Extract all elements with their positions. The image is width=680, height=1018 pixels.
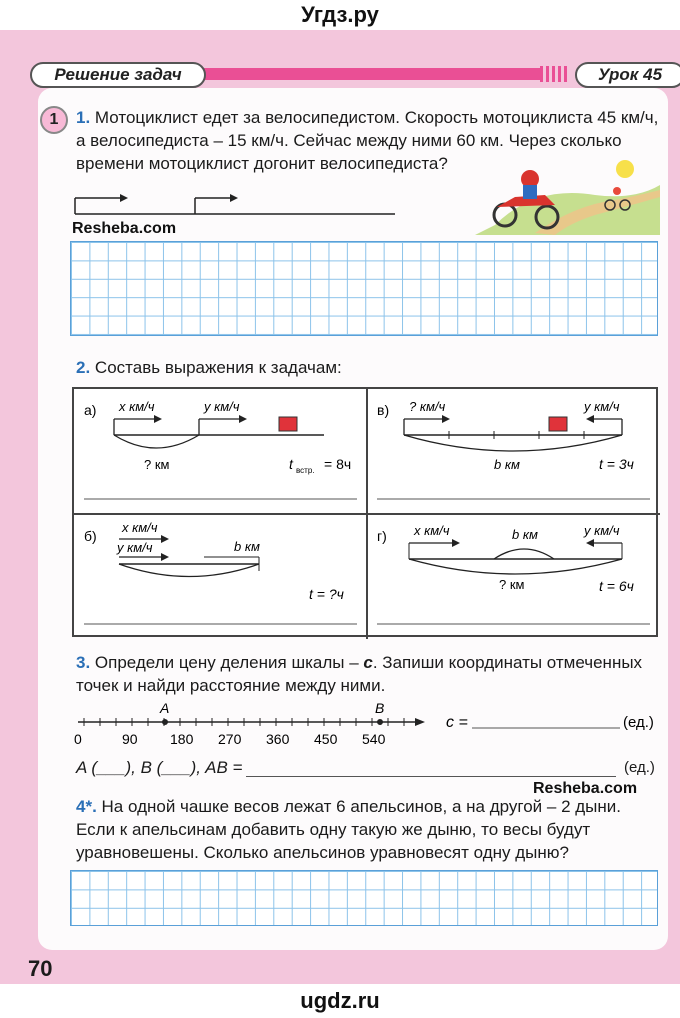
- task1-line2: а велосипедиста – 15 км/ч. Сейчас между ними 60 км. Через сколько: [76, 131, 622, 150]
- task3-number-line: [70, 700, 660, 750]
- motorcycle-illustration: [475, 155, 660, 235]
- task4-line3: уравновешены. Сколько апельсинов уравновесят одну дыню?: [76, 843, 569, 862]
- task1-line1: [76, 107, 658, 129]
- panel-g-dist2: ? км: [499, 577, 525, 592]
- panel-a-time-label: t: [289, 456, 293, 472]
- panel-v-time: t = 3ч: [599, 456, 634, 472]
- task2-number: 2.: [76, 358, 91, 377]
- coords-line: A (___), B (___), AB =: [76, 758, 243, 777]
- task2-line: [76, 357, 342, 379]
- axis-tick-360: 360: [266, 731, 290, 747]
- panel-b-speed1: x км/ч: [122, 520, 158, 535]
- topic-pill: Решение задач: [30, 62, 206, 88]
- header-ticks: [540, 66, 570, 82]
- axis-tick-540: 540: [362, 731, 386, 747]
- task2-panels: [72, 387, 658, 637]
- point-b-dot: [377, 719, 383, 725]
- watermark-top: Resheba.com: [72, 220, 177, 237]
- task4-line1: [76, 796, 621, 818]
- task4-line2: Если к апельсинам добавить одну такую же дыню, то весы будут: [76, 820, 591, 839]
- task3-text1b: . Запиши координаты отмеченных: [372, 653, 643, 672]
- axis-tick-90: 90: [122, 731, 138, 747]
- lesson-marker: 1: [40, 106, 68, 134]
- c-unit: (ед.): [623, 714, 654, 731]
- task3-var-c: c: [363, 653, 373, 672]
- panel-g-speed1: x км/ч: [414, 523, 450, 538]
- task1-number: 1.: [76, 108, 91, 127]
- lesson-pill: Урок 45: [575, 62, 680, 88]
- task3-line1: [76, 652, 642, 674]
- panel-a-speed2: y км/ч: [204, 399, 240, 414]
- task3-number: 3.: [76, 653, 91, 672]
- task1-answer-grid[interactable]: [70, 241, 658, 336]
- site-title-bottom: ugdz.ru: [300, 988, 380, 1013]
- axis-tick-450: 450: [314, 731, 338, 747]
- task1-diagram: [70, 190, 400, 220]
- point-a-label: A: [160, 700, 170, 716]
- panel-v-speed1: ? км/ч: [409, 399, 446, 414]
- page-number: 70: [28, 956, 53, 981]
- panel-a-flag: [279, 417, 297, 431]
- panel-b-dist: b км: [234, 539, 260, 554]
- axis-tick-270: 270: [218, 731, 242, 747]
- ab-answer-line[interactable]: [246, 776, 616, 777]
- point-b-label: B: [375, 700, 385, 716]
- panel-a-time-val: = 8ч: [324, 456, 352, 472]
- watermark-bottom: Resheba.com: [533, 780, 638, 797]
- panel-b-time: t = ?ч: [309, 586, 344, 602]
- panel-g-dist1: b км: [512, 527, 538, 542]
- task1-text1: Мотоциклист едет за велосипедистом. Скорость мотоциклиста 45 км/ч,: [94, 108, 659, 127]
- header-bar: [20, 62, 668, 88]
- axis-tick-0: 0: [74, 731, 82, 747]
- task3-text1a: Определи цену деления шкалы –: [94, 653, 364, 672]
- task4-answer-grid[interactable]: [70, 870, 658, 926]
- panel-g-speed2: y км/ч: [584, 523, 620, 538]
- ab-unit: (ед.): [624, 759, 655, 776]
- site-title-top: Угдз.ру: [301, 2, 379, 27]
- panel-g-letter: г): [377, 528, 387, 544]
- panel-b-speed2: y км/ч: [117, 540, 153, 555]
- axis-tick-180: 180: [170, 731, 194, 747]
- task2-panels-svg: [74, 389, 660, 639]
- panel-v-dist: b км: [494, 457, 520, 472]
- panel-v-letter: в): [377, 402, 390, 418]
- panel-v-speed2: y км/ч: [584, 399, 620, 414]
- task3-line2: точек и найди расстояние между ними.: [76, 676, 386, 695]
- c-label: c =: [446, 714, 468, 731]
- panel-b-letter: б): [84, 528, 97, 544]
- panel-a-letter: а): [84, 402, 97, 418]
- panel-a-time-sub: встр.: [296, 466, 315, 475]
- header-stripe: [190, 68, 540, 80]
- task4-text1: На одной чашке весов лежат 6 апельсинов, а на другой – 2 дыни.: [101, 797, 621, 816]
- task2-text: Составь выражения к задачам:: [94, 358, 342, 377]
- panel-a-speed1: x км/ч: [119, 399, 155, 414]
- panel-g-time: t = 6ч: [599, 578, 634, 594]
- panel-a-dist: ? км: [144, 457, 170, 472]
- task1-line3: времени мотоциклист догонит велосипедиста?: [76, 154, 448, 173]
- task4-number: 4*.: [76, 797, 97, 816]
- point-a-dot: [162, 719, 168, 725]
- panel-v-flag: [549, 417, 567, 431]
